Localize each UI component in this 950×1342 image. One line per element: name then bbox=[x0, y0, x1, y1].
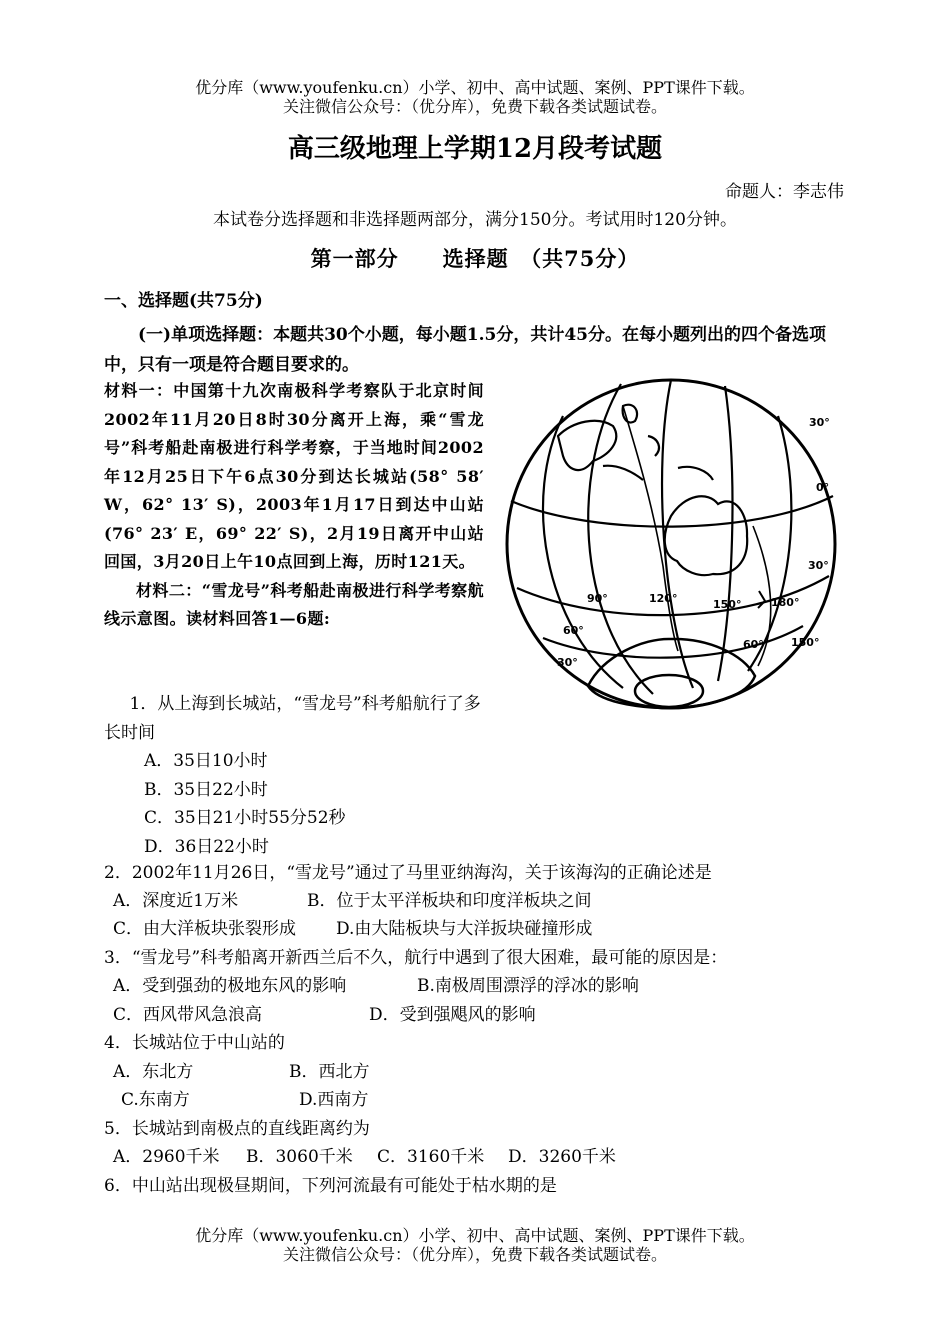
map-label-180: 180° bbox=[771, 596, 800, 609]
question-3-stem: 3．“雪龙号”科考船离开新西兰后不久，航行中遇到了很大困难，最可能的原因是： bbox=[104, 948, 728, 968]
question-1-option-d: D．36日22小时 bbox=[144, 836, 269, 857]
footer-line-1: 优分库（www.youfenku.cn）小学、初中、高中试题、案例、PPT课件下载。 bbox=[195, 1226, 755, 1245]
map-label-0: 0° bbox=[816, 481, 830, 494]
question-5-options bbox=[113, 1143, 616, 1172]
section-heading: 一、选择题(共75分) bbox=[104, 291, 263, 311]
header-line-1: 优分库（www.youfenku.cn）小学、初中、高中试题、案例、PPT课件下载。 bbox=[195, 78, 755, 97]
question-3-option-a: A．受到强劲的极地东风的影响 bbox=[113, 976, 347, 996]
question-5-stem: 5．长城站到南极点的直线距离约为 bbox=[104, 1119, 370, 1139]
material-one: 材料一：中国第十九次南极科学考察队于北京时间2002年11月20日8时30分离开上海，乘“雪龙号”科考船赴南极进行科学考察，于当地时间2002年12月25日下午6点30分到达长城站(58° 58′ W，62° 13′ S)，2003年1月17日到达中山站(76° 23′ E，69° 22′ S)，2月19日离开中山站回国，3月20日上午10点回到上海，历时121天。 bbox=[104, 381, 484, 571]
author: 命题人：李志伟 bbox=[725, 182, 844, 202]
map-label-60-west: 60° bbox=[563, 624, 584, 637]
part-heading: 第一部分 选择题 （共75分） bbox=[310, 246, 640, 271]
question-2-stem: 2．2002年11月26日，“雪龙号”通过了马里亚纳海沟，关于该海沟的正确论述是 bbox=[104, 863, 712, 883]
map-label-90: 90° bbox=[587, 592, 608, 605]
map-label-150-east: 150° bbox=[791, 636, 820, 649]
question-4-option-c: C.东南方 bbox=[121, 1090, 190, 1110]
question-2-option-d: D.由大陆板块与大洋扳块碰撞形成 bbox=[336, 919, 593, 939]
question-4-option-a: A．东北方 bbox=[113, 1062, 194, 1082]
map-label-30-south: 30° bbox=[808, 559, 829, 572]
header-line-2: 关注微信公众号：（优分库），免费下载各类试题试卷。 bbox=[282, 97, 667, 116]
map-label-30-west: 30° bbox=[557, 656, 578, 669]
antarctic-route-map bbox=[503, 376, 840, 713]
question-1-option-a: A．35日10小时 bbox=[144, 751, 268, 771]
question-5-option-a: A．2960千米 bbox=[113, 1147, 220, 1167]
question-3-options-row-1 bbox=[113, 972, 639, 1001]
question-2-options-row-1 bbox=[113, 887, 592, 916]
map-label-30-north: 30° bbox=[809, 416, 830, 429]
question-4-option-d: D.西南方 bbox=[299, 1090, 369, 1110]
question-5-option-b: B．3060千米 bbox=[246, 1147, 353, 1167]
question-4-options-row-1 bbox=[113, 1058, 370, 1087]
question-4-option-b: B．西北方 bbox=[289, 1062, 370, 1082]
question-1-option-b: B．35日22小时 bbox=[144, 779, 268, 800]
map-label-150: 150° bbox=[713, 598, 742, 611]
question-1-option-c: C．35日21小时55分52秒 bbox=[144, 808, 346, 828]
question-1 bbox=[104, 690, 484, 861]
question-3-option-c: C．西风带风急浪高 bbox=[113, 1005, 263, 1025]
question-2-option-c: C．由大洋板块张裂形成 bbox=[113, 919, 297, 939]
question-3-options-row-2 bbox=[113, 1001, 536, 1030]
question-4-stem: 4．长城站位于中山站的 bbox=[104, 1033, 285, 1053]
materials bbox=[104, 377, 484, 634]
map-label-60-east: 60° bbox=[743, 638, 764, 651]
question-5-option-c: C．3160千米 bbox=[377, 1147, 485, 1167]
question-5-option-d: D．3260千米 bbox=[508, 1147, 616, 1167]
footer-line-2: 关注微信公众号：（优分库），免费下载各类试题试卷。 bbox=[282, 1245, 667, 1264]
page-title: 高三级地理上学期12月段考试题 bbox=[287, 134, 663, 164]
question-2-option-a: A．深度近1万米 bbox=[113, 891, 239, 911]
question-3-option-d: D．受到强飓风的影响 bbox=[369, 1005, 536, 1025]
material-two: 材料二：“雪龙号”科考船赴南极进行科学考察航线示意图。读材料回答1—6题: bbox=[104, 580, 484, 628]
instruction-text: (一)单项选择题：本题共30个小题，每小题1.5分，共计45分。在每小题列出的四个备选项中，只有一项是符合题目要求的。 bbox=[104, 325, 826, 375]
question-4-options-row-2 bbox=[121, 1086, 368, 1115]
question-3-option-b: B.南极周围漂浮的浮冰的影响 bbox=[417, 976, 639, 996]
intro-text: 本试卷分选择题和非选择题两部分，满分150分。考试用时120分钟。 bbox=[213, 210, 737, 230]
question-2-option-b: B．位于太平洋板块和印度洋板块之间 bbox=[307, 891, 592, 911]
question-6-stem: 6．中山站出现极昼期间，下列河流最有可能处于枯水期的是 bbox=[104, 1176, 557, 1196]
question-2-options-row-2 bbox=[113, 915, 592, 944]
map-label-120: 120° bbox=[649, 592, 678, 605]
question-1-stem: 1．从上海到长城站，“雪龙号”科考船航行了多长时间 bbox=[104, 694, 481, 743]
